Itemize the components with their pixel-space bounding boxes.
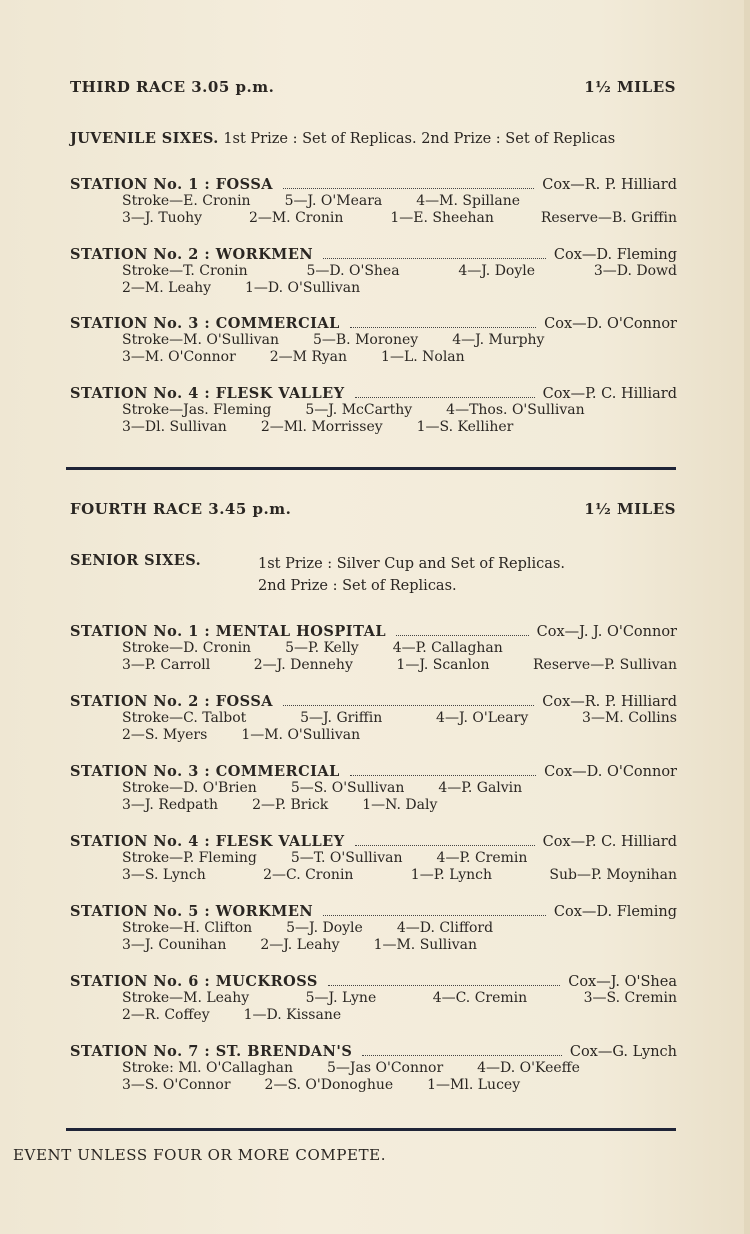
crew-list (70, 990, 677, 1024)
crew-member: 2—S. O'Donoghue (264, 1077, 394, 1093)
crew-line (122, 402, 677, 419)
crew-member: 1—D. O'Sullivan (245, 280, 361, 296)
crew-line (122, 1077, 677, 1094)
station-cox: Cox—P. C. Hilliard (542, 386, 677, 402)
crew-member: 5—Jas O'Connor (327, 1060, 444, 1076)
crew-member: Stroke—M. Leahy (122, 990, 250, 1006)
station-title: STATION No. 3 : COMMERCIAL (70, 763, 340, 780)
station-heading (70, 1043, 677, 1060)
crew-member: 3—J. Redpath (122, 797, 219, 813)
station-block (70, 903, 677, 954)
crew-member: 2—P. Brick (252, 797, 329, 813)
crew-member: 3—M. O'Connor (122, 349, 236, 365)
station-cox: Cox—R. P. Hilliard (542, 177, 677, 193)
crew-line (122, 332, 677, 349)
crew-line (122, 710, 677, 727)
crew-member: Reserve—P. Sullivan (533, 657, 677, 673)
crew-member: 1—N. Daly (362, 797, 438, 813)
crew-member: Stroke—H. Clifton (122, 920, 253, 936)
crew-member: 2—M Ryan (269, 349, 348, 365)
crew-member: 4—D. Clifford (396, 920, 494, 936)
station-block (70, 623, 677, 674)
race4-prize2: 2nd Prize : Set of Replicas. (258, 578, 457, 594)
crew-member: Stroke—Jas. Fleming (122, 402, 272, 418)
station-title: STATION No. 4 : FLESK VALLEY (70, 833, 345, 850)
station-heading (70, 693, 677, 710)
bottom-divider (66, 1128, 676, 1131)
crew-member: 3—S. Lynch (122, 867, 206, 883)
crew-line (122, 1060, 677, 1077)
leader-dots (396, 635, 529, 636)
crew-member: 4—P. Callaghan (392, 640, 503, 656)
crew-member: Stroke—P. Fleming (122, 850, 257, 866)
crew-member: 5—B. Moroney (312, 332, 419, 348)
station-block (70, 385, 677, 436)
leader-dots (362, 1055, 562, 1056)
race3-class: JUVENILE SIXES. (70, 130, 219, 147)
crew-member: 4—P. Galvin (438, 780, 523, 796)
crew-member: 4—C. Cremin (432, 990, 528, 1006)
station-title: STATION No. 2 : FOSSA (70, 693, 274, 710)
section-divider (66, 467, 676, 470)
crew-member: 4—P. Cremin (436, 850, 528, 866)
crew-member: 5—T. O'Sullivan (290, 850, 403, 866)
crew-line (122, 850, 677, 867)
station-heading (70, 763, 677, 780)
station-cox: Cox—J. O'Shea (568, 974, 677, 990)
station-block (70, 833, 677, 884)
footer-note: EVENT UNLESS FOUR OR MORE COMPETE. (13, 1146, 387, 1164)
race3-prizes: 1st Prize : Set of Replicas. 2nd Prize : Set of Replicas (223, 131, 616, 147)
station-title: STATION No. 1 : MENTAL HOSPITAL (70, 623, 387, 640)
station-block (70, 315, 677, 366)
crew-member: 1—L. Nolan (381, 349, 465, 365)
crew-line (122, 349, 677, 366)
crew-member: Stroke—T. Cronin (122, 263, 248, 279)
station-heading (70, 176, 677, 193)
station-cox: Cox—R. P. Hilliard (542, 694, 677, 710)
race4-prize1: 1st Prize : Silver Cup and Set of Replicas. (258, 556, 565, 572)
crew-member: 2—S. Myers (122, 727, 208, 743)
leader-dots (323, 915, 546, 916)
crew-list (70, 640, 677, 674)
station-heading (70, 903, 677, 920)
crew-member: Stroke—D. O'Brien (122, 780, 257, 796)
crew-member: 3—S. Cremin (583, 990, 677, 1006)
race4-title: FOURTH RACE 3.45 p.m. (70, 500, 292, 518)
station-block (70, 1043, 677, 1094)
race4-prizes (258, 553, 565, 597)
crew-member: 4—D. O'Keeffe (477, 1060, 580, 1076)
station-cox: Cox—P. C. Hilliard (542, 834, 677, 850)
station-heading (70, 833, 677, 850)
crew-member: 4—M. Spillane (416, 193, 521, 209)
crew-list (70, 780, 677, 814)
station-block (70, 176, 677, 227)
crew-member: 1—S. Kelliher (416, 419, 514, 435)
station-heading (70, 385, 677, 402)
station-title: STATION No. 3 : COMMERCIAL (70, 315, 340, 332)
crew-member: 3—S. O'Connor (122, 1077, 231, 1093)
crew-member: Stroke—D. Cronin (122, 640, 252, 656)
crew-member: 3—D. Dowd (593, 263, 677, 279)
crew-line (122, 280, 677, 297)
crew-line (122, 867, 677, 884)
station-cox: Cox—G. Lynch (569, 1044, 677, 1060)
station-heading (70, 315, 677, 332)
crew-member: 2—Ml. Morrissey (260, 419, 383, 435)
crew-member: Stroke—M. O'Sullivan (122, 332, 279, 348)
station-title: STATION No. 6 : MUCKROSS (70, 973, 318, 990)
crew-list (70, 710, 677, 744)
crew-member: Stroke—C. Talbot (122, 710, 247, 726)
crew-member: 5—J. Lyne (305, 990, 377, 1006)
station-cox: Cox—D. O'Connor (544, 316, 677, 332)
crew-member: 5—J. McCarthy (305, 402, 413, 418)
race3-header (70, 78, 676, 96)
crew-member: 3—J. Counihan (122, 937, 227, 953)
leader-dots (350, 775, 536, 776)
station-cox: Cox—D. O'Connor (544, 764, 677, 780)
crew-member: 3—P. Carroll (122, 657, 211, 673)
crew-member: Reserve—B. Griffin (540, 210, 677, 226)
leader-dots (328, 985, 560, 986)
station-block (70, 763, 677, 814)
crew-member: 2—J. Leahy (260, 937, 340, 953)
crew-member: 4—Thos. O'Sullivan (446, 402, 585, 418)
station-cox: Cox—D. Fleming (553, 904, 677, 920)
crew-member: 4—J. O'Leary (436, 710, 529, 726)
crew-member: 1—Ml. Lucey (427, 1077, 521, 1093)
crew-line (122, 193, 677, 210)
race3-distance: 1½ MILES (584, 78, 676, 96)
crew-member: 2—M. Leahy (122, 280, 211, 296)
race4-header (70, 500, 676, 518)
leader-dots (350, 327, 536, 328)
crew-line (122, 640, 677, 657)
crew-list (70, 402, 677, 436)
station-heading (70, 973, 677, 990)
crew-list (70, 1060, 677, 1094)
station-title: STATION No. 4 : FLESK VALLEY (70, 385, 345, 402)
crew-member: 1—P. Lynch (410, 867, 493, 883)
leader-dots (355, 845, 535, 846)
crew-member: 2—M. Cronin (248, 210, 344, 226)
race3-title: THIRD RACE 3.05 p.m. (70, 78, 275, 96)
station-title: STATION No. 7 : ST. BRENDAN'S (70, 1043, 353, 1060)
leader-dots (323, 258, 546, 259)
crew-member: 1—E. Sheehan (390, 210, 494, 226)
crew-member: Sub—P. Moynihan (549, 867, 677, 883)
crew-line (122, 990, 677, 1007)
page-fold-shadow (744, 0, 750, 1234)
station-heading (70, 623, 677, 640)
crew-member: Stroke—E. Cronin (122, 193, 251, 209)
crew-member: 4—J. Doyle (458, 263, 536, 279)
crew-list (70, 332, 677, 366)
station-cox: Cox—J. J. O'Connor (536, 624, 677, 640)
leader-dots (355, 397, 535, 398)
station-heading (70, 246, 677, 263)
station-title: STATION No. 5 : WORKMEN (70, 903, 314, 920)
crew-member: 3—J. Tuohy (122, 210, 203, 226)
crew-member: 1—M. O'Sullivan (241, 727, 361, 743)
crew-list (70, 193, 677, 227)
leader-dots (283, 188, 534, 189)
crew-member: 5—S. O'Sullivan (290, 780, 405, 796)
crew-member: 2—J. Dennehy (253, 657, 353, 673)
crew-line (122, 657, 677, 674)
station-block (70, 246, 677, 297)
crew-line (122, 780, 677, 797)
crew-member: 1—D. Kissane (243, 1007, 342, 1023)
crew-line (122, 263, 677, 280)
leader-dots (283, 705, 534, 706)
crew-line (122, 920, 677, 937)
crew-line (122, 797, 677, 814)
crew-line (122, 1007, 677, 1024)
crew-line (122, 937, 677, 954)
race4-distance: 1½ MILES (584, 500, 676, 518)
race3-subheader (70, 130, 680, 147)
crew-member: 3—M. Collins (582, 710, 677, 726)
station-block (70, 973, 677, 1024)
crew-line (122, 727, 677, 744)
race4-class: SENIOR SIXES. (70, 552, 202, 569)
crew-list (70, 850, 677, 884)
crew-member: 5—D. O'Shea (306, 263, 400, 279)
crew-member: 5—J. Griffin (300, 710, 383, 726)
crew-list (70, 920, 677, 954)
station-block (70, 693, 677, 744)
crew-member: Stroke: Ml. O'Callaghan (122, 1060, 294, 1076)
crew-member: 4—J. Murphy (452, 332, 545, 348)
crew-member: 1—J. Scanlon (396, 657, 490, 673)
crew-list (70, 263, 677, 297)
crew-line (122, 210, 677, 227)
station-title: STATION No. 2 : WORKMEN (70, 246, 314, 263)
crew-member: 3—Dl. Sullivan (122, 419, 227, 435)
crew-line (122, 419, 677, 436)
crew-member: 2—C. Cronin (263, 867, 354, 883)
station-cox: Cox—D. Fleming (553, 247, 677, 263)
crew-member: 5—J. Doyle (286, 920, 363, 936)
crew-member: 1—M. Sullivan (373, 937, 478, 953)
crew-member: 5—P. Kelly (285, 640, 359, 656)
station-title: STATION No. 1 : FOSSA (70, 176, 274, 193)
crew-member: 5—J. O'Meara (284, 193, 383, 209)
crew-member: 2—R. Coffey (122, 1007, 210, 1023)
